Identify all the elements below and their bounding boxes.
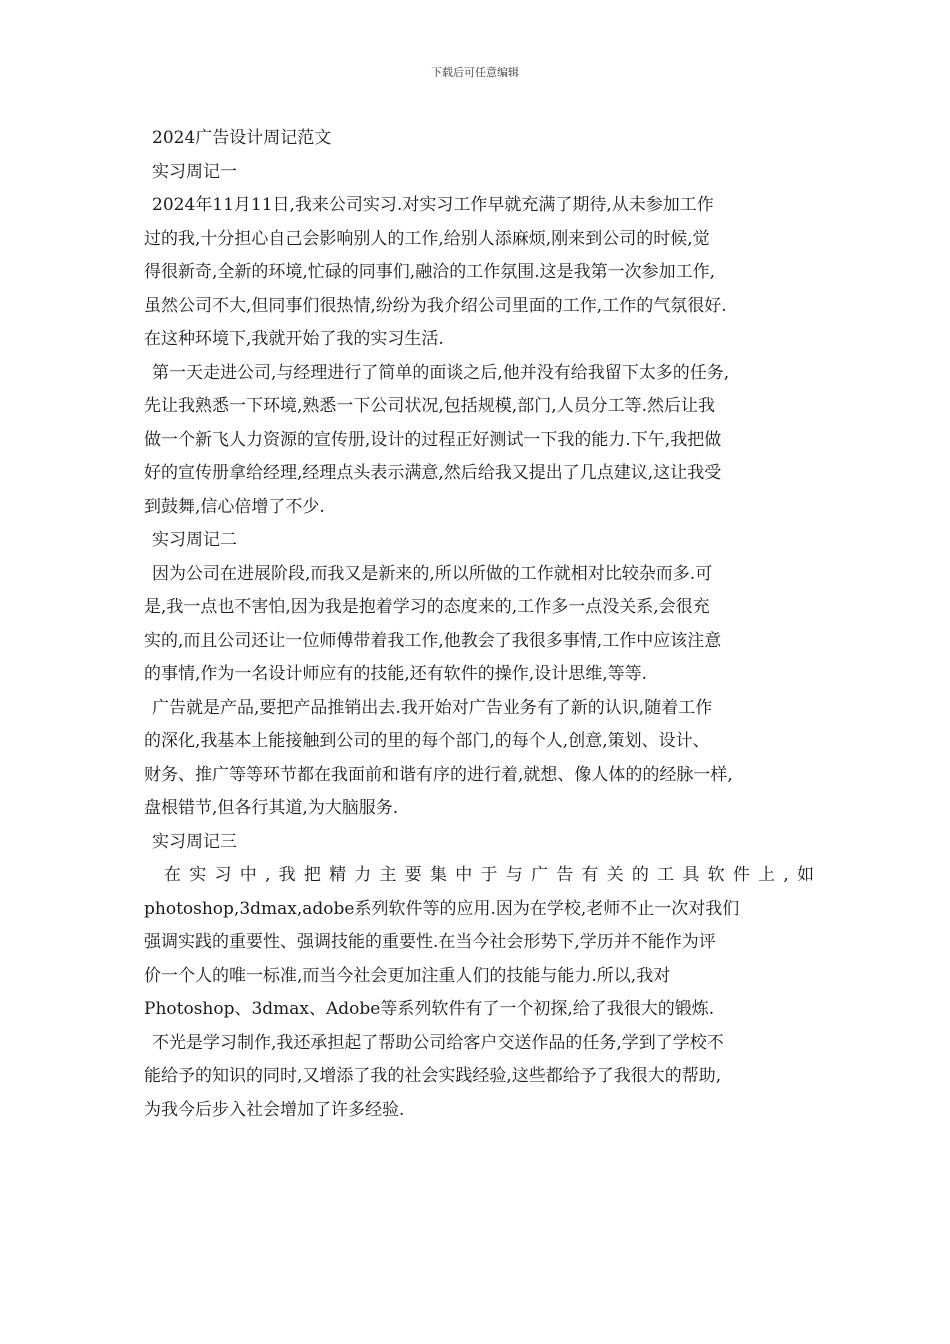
paragraph-line: 广告就是产品,要把产品推销出去.我开始对广告业务有了新的认识,随着工作 bbox=[152, 697, 713, 718]
paragraph-line: 能给予的知识的同时,又增添了我的社会实践经验,这些都给予了我很大的帮助, bbox=[144, 1066, 722, 1086]
paragraph-5 bbox=[144, 859, 814, 1027]
paragraph-line: 在这种环境下,我就开始了我的实习生活. bbox=[144, 329, 444, 349]
section-heading-2: 实习周记二 bbox=[152, 530, 237, 550]
paragraph-line: 盘根错节,但各行其道,为大脑服务. bbox=[144, 798, 399, 818]
paragraph-line: Photoshop、3dmax、Adobe等系列软件有了一个初探,给了我很大的锻炼. bbox=[144, 999, 715, 1019]
paragraph-line: 强调实践的重要性、强调技能的重要性.在当今社会形势下,学历并不能作为评 bbox=[144, 932, 716, 952]
page-header: 下载后可任意编辑 bbox=[431, 66, 519, 79]
section-heading-3: 实习周记三 bbox=[152, 831, 237, 852]
paragraph-line: 好的宣传册拿给经理,经理点头表示满意,然后给我又提出了几点建议,这让我受 bbox=[144, 463, 722, 483]
paragraph-3 bbox=[144, 558, 814, 692]
paragraph-line: photoshop,3dmax,adobe系列软件等的应用.因为在学校,老师不止一次对我们 bbox=[144, 898, 740, 919]
section-heading-1: 实习周记一 bbox=[152, 161, 237, 182]
paragraph-2 bbox=[144, 357, 814, 525]
paragraph-line: 实的,而且公司还让一位师傅带着我工作,他教会了我很多事情,工作中应该注意 bbox=[144, 630, 722, 651]
paragraph-line: 到鼓舞,信心倍增了不少. bbox=[144, 496, 325, 517]
paragraph-line: 财务、推广等等环节都在我面前和谐有序的进行着,就想、像人体的的经脉一样, bbox=[144, 764, 733, 785]
paragraph-4 bbox=[144, 692, 814, 826]
paragraph-line: 做一个新飞人力资源的宣传册,设计的过程正好测试一下我的能力.下午,我把做 bbox=[144, 429, 722, 450]
paragraph-line: 的事情,作为一名设计师应有的技能,还有软件的操作,设计思维,等等. bbox=[144, 664, 648, 684]
paragraph-1 bbox=[144, 189, 814, 357]
document-body bbox=[144, 122, 814, 1127]
paragraph-line: 得很新奇,全新的环境,忙碌的同事们,融洽的工作氛围.这是我第一次参加工作, bbox=[144, 262, 716, 282]
paragraph-line: 因为公司在进展阶段,而我又是新来的,所以所做的工作就相对比较杂而多.可 bbox=[152, 563, 713, 584]
paragraph-line: 虽然公司不大,但同事们很热情,纷纷为我介绍公司里面的工作,工作的气氛很好. bbox=[144, 295, 727, 316]
paragraph-6 bbox=[144, 1027, 814, 1128]
paragraph-line: 为我今后步入社会增加了许多经验. bbox=[144, 1099, 405, 1120]
paragraph-line: 第一天走进公司,与经理进行了简单的面谈之后,他并没有给我留下太多的任务, bbox=[152, 362, 730, 383]
document-title: 2024广告设计周记范文 bbox=[152, 128, 332, 148]
paragraph-line: 在实习中,我把精力主要集中于与广告有关的工具软件上,如 bbox=[164, 865, 814, 885]
paragraph-line: 不光是学习制作,我还承担起了帮助公司给客户交送作品的任务,学到了学校不 bbox=[152, 1032, 724, 1053]
paragraph-line: 先让我熟悉一下环境,熟悉一下公司状况,包括规模,部门,人员分工等.然后让我 bbox=[144, 396, 716, 416]
paragraph-line: 2024年11月11日,我来公司实习.对实习工作早就充满了期待,从未参加工作 bbox=[152, 195, 714, 215]
paragraph-line: 的深化,我基本上能接触到公司的里的每个部门,的每个人,创意,策划、设计、 bbox=[144, 731, 710, 751]
paragraph-line: 是,我一点也不害怕,因为我是抱着学习的态度来的,工作多一点没关系,会很充 bbox=[144, 597, 710, 617]
paragraph-line: 价一个人的唯一标准,而当今社会更加注重人们的技能与能力.所以,我对 bbox=[144, 965, 671, 986]
paragraph-line: 过的我,十分担心自己会影响别人的工作,给别人添麻烦,刚来到公司的时候,觉 bbox=[144, 228, 710, 249]
